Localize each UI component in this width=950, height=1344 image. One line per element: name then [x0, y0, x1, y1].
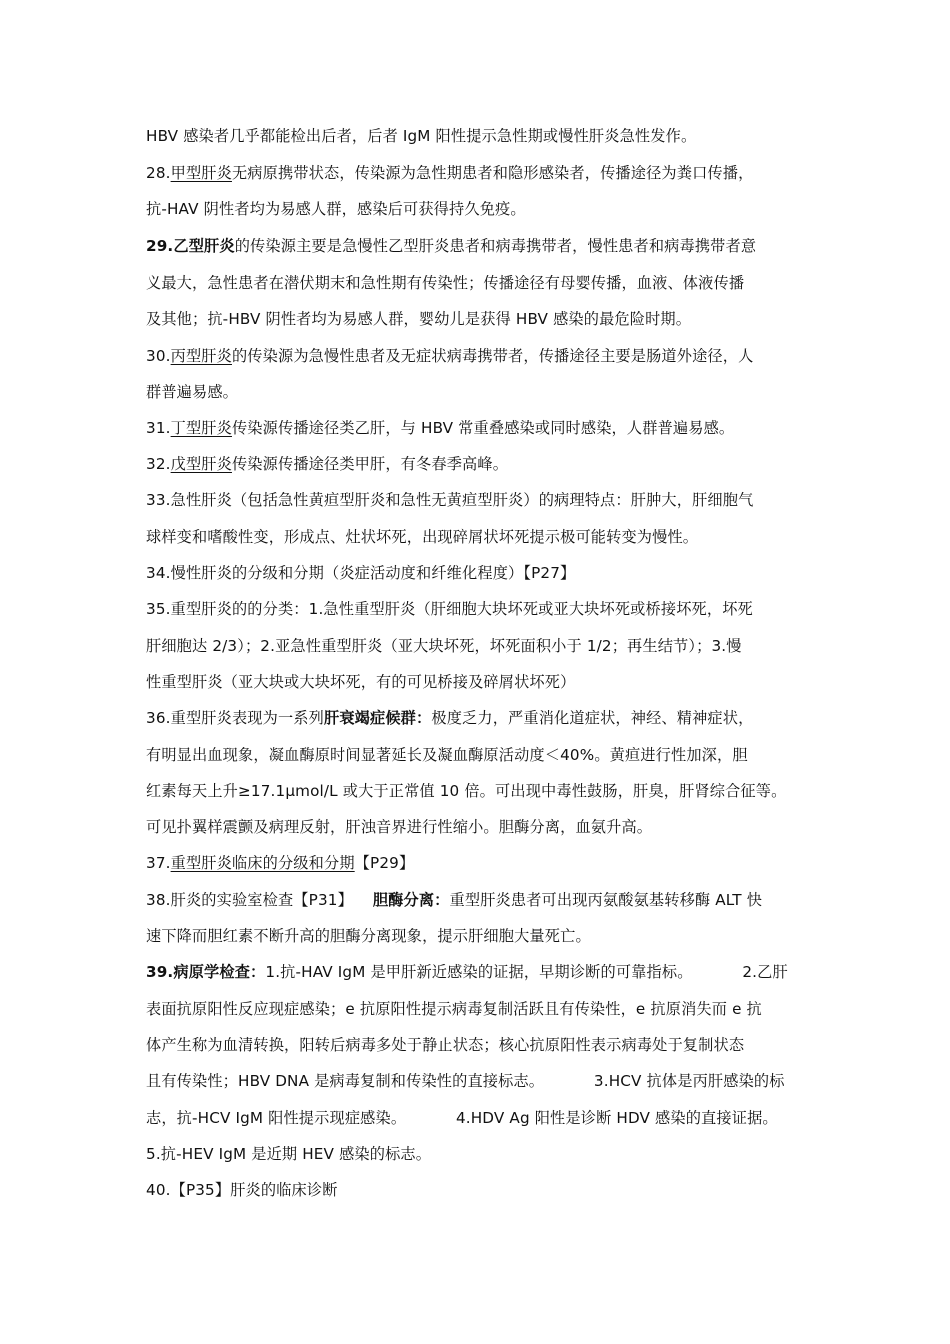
underlined-text: 丁型肝炎	[170, 419, 232, 437]
text-line	[146, 490, 826, 510]
text-line	[146, 309, 826, 329]
text-line	[146, 346, 826, 366]
text-run: 有明显出血现象，凝血酶原时间显著延长及凝血酶原活动度＜40%。黄疸进行性加深，胆	[146, 746, 748, 764]
text-run: 肝细胞达 2/3）；2.亚急性重型肝炎（亚大块坏死，坏死面积小于 1/2；再生结节）；3.慢	[146, 637, 742, 655]
underlined-text: 甲型肝炎	[170, 164, 232, 182]
text-line	[146, 163, 826, 183]
bold-text: 胆酶分离：	[372, 891, 450, 909]
text-line	[146, 745, 826, 765]
text-run: 37.	[146, 854, 171, 872]
text-run: 群普遍易感。	[146, 383, 239, 401]
bold-text: 39.病原学检查：	[146, 963, 266, 981]
text-line	[146, 563, 826, 583]
text-run: 红素每天上升≥17.1μmol/L 或大于正常值 10 倍。可出现中毒性鼓肠，肝臭，肝肾综合征等。	[146, 782, 787, 800]
text-line	[146, 1035, 826, 1055]
text-run: 36.重型肝炎表现为一系列	[146, 709, 324, 727]
text-line	[146, 708, 826, 728]
text-run: 速下降而胆红素不断升高的胆酶分离现象，提示肝细胞大量死亡。	[146, 927, 591, 945]
text-line	[146, 273, 826, 293]
bold-text: 29.乙型肝炎	[146, 237, 235, 255]
text-line	[146, 126, 826, 146]
text-line	[146, 1180, 826, 1200]
text-run: 35.重型肝炎的的分类：1.急性重型肝炎（肝细胞大块坏死或亚大块坏死或桥接坏死，坏死	[146, 600, 753, 618]
text-line	[146, 926, 826, 946]
text-run: 体产生称为血清转换，阳转后病毒多处于静止状态；核心抗原阳性表示病毒处于复制状态	[146, 1036, 745, 1054]
text-run: 球样变和嗜酸性变，形成点、灶状坏死，出现碎屑状坏死提示极可能转变为慢性。	[146, 528, 699, 546]
text-line	[146, 999, 826, 1019]
text-run: 34.慢性肝炎的分级和分期（炎症活动度和纤维化程度）【P27】	[146, 564, 576, 582]
text-line	[146, 382, 826, 402]
text-line	[146, 199, 826, 219]
text-run: 及其他；抗-HBV 阴性者均为易感人群，婴幼儿是获得 HBV 感染的最危险时期。	[146, 310, 692, 328]
text-run: 31.	[146, 419, 171, 437]
text-line	[146, 418, 826, 438]
text-line	[146, 962, 826, 982]
text-line	[146, 1071, 826, 1091]
text-line	[146, 781, 826, 801]
text-run: 38.肝炎的实验室检查【P31】	[146, 891, 373, 909]
text-run: 1.抗-HAV IgM 是甲肝新近感染的证据，早期诊断的可靠指标。 2.乙肝	[265, 963, 788, 981]
text-line	[146, 527, 826, 547]
text-line	[146, 1144, 826, 1164]
text-run: 28.	[146, 164, 171, 182]
text-run: 可见扑翼样震颤及病理反射，肝浊音界进行性缩小。胆酶分离，血氨升高。	[146, 818, 653, 836]
text-run: 重型肝炎患者可出现丙氨酸氨基转移酶 ALT 快	[449, 891, 763, 909]
text-line	[146, 853, 826, 873]
text-run: 30.	[146, 347, 171, 365]
text-line	[146, 236, 826, 256]
text-line	[146, 890, 826, 910]
text-line	[146, 636, 826, 656]
text-run: 传染源传播途径类甲肝，有冬春季高峰。	[231, 455, 509, 473]
text-run: 33.急性肝炎（包括急性黄疸型肝炎和急性无黄疸型肝炎）的病理特点：肝肿大，肝细胞气	[146, 491, 754, 509]
text-run: 极度乏力，严重消化道症状，神经、精神症状，	[431, 709, 754, 727]
underlined-text: 戊型肝炎	[170, 455, 232, 473]
text-run: 5.抗-HEV IgM 是近期 HEV 感染的标志。	[146, 1145, 432, 1163]
text-run: 的传染源主要是急慢性乙型肝炎患者和病毒携带者，慢性患者和病毒携带者意	[234, 237, 757, 255]
text-run: 表面抗原阳性反应现症感染；e 抗原阳性提示病毒复制活跃且有传染性，e 抗原消失而 e 抗	[146, 1000, 762, 1018]
text-run: 且有传染性；HBV DNA 是病毒复制和传染性的直接标志。 3.HCV 抗体是丙肝感染的标	[146, 1072, 785, 1090]
text-run: 性重型肝炎（亚大块或大块坏死，有的可见桥接及碎屑状坏死）	[146, 673, 576, 691]
text-run: 无病原携带状态，传染源为急性期患者和隐形感染者，传播途径为粪口传播，	[231, 164, 754, 182]
text-line	[146, 454, 826, 474]
underlined-text: 重型肝炎临床的分级和分期	[170, 854, 355, 872]
text-run: HBV 感染者几乎都能检出后者，后者 IgM 阳性提示急性期或慢性肝炎急性发作。	[146, 127, 697, 145]
underlined-text: 丙型肝炎	[170, 347, 232, 365]
text-run: 义最大，急性患者在潜伏期末和急性期有传染性；传播途径有母婴传播，血液、体液传播	[146, 274, 745, 292]
bold-text: 肝衰竭症候群：	[323, 709, 432, 727]
text-line	[146, 817, 826, 837]
text-run: 【P29】	[354, 854, 415, 872]
text-run: 的传染源为急慢性患者及无症状病毒携带者，传播途径主要是肠道外途径，人	[231, 347, 754, 365]
text-line	[146, 1108, 826, 1128]
text-run: 传染源传播途径类乙肝，与 HBV 常重叠感染或同时感染，人群普遍易感。	[231, 419, 735, 437]
text-run: 志，抗-HCV IgM 阳性提示现症感染。 4.HDV Ag 阳性是诊断 HDV 感染的直接证据。	[146, 1109, 778, 1127]
text-line	[146, 599, 826, 619]
text-line	[146, 672, 826, 692]
text-run: 32.	[146, 455, 171, 473]
text-run: 抗-HAV 阴性者均为易感人群，感染后可获得持久免疫。	[146, 200, 526, 218]
text-run: 40.【P35】肝炎的临床诊断	[146, 1181, 338, 1199]
